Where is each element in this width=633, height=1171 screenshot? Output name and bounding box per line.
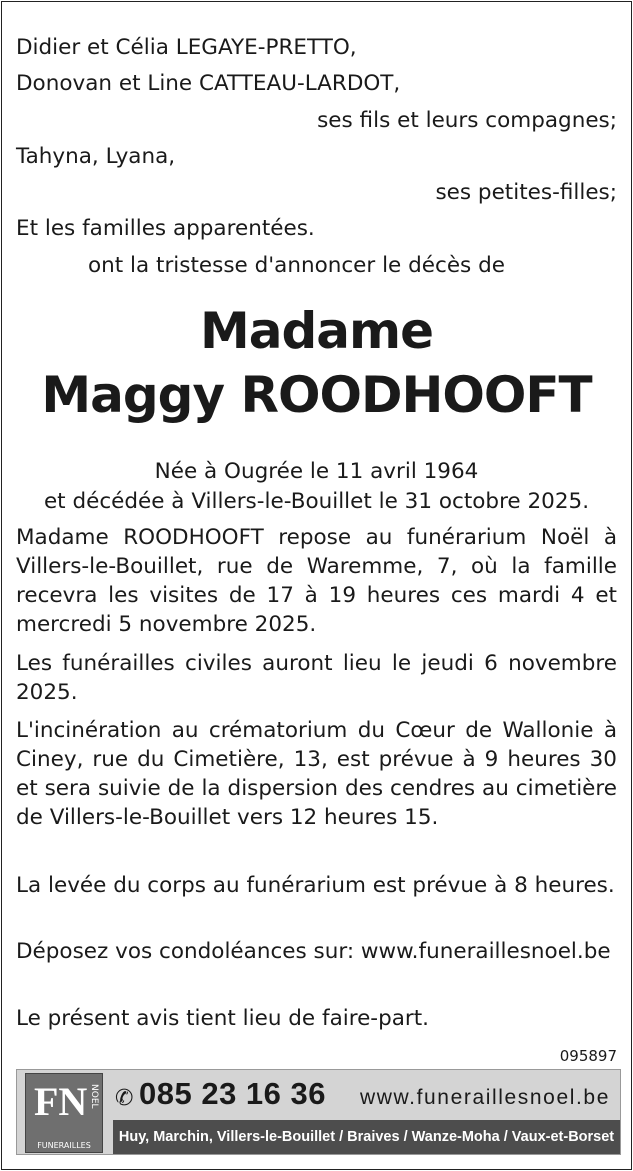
deceased-name: Maggy ROODHOOFT: [41, 366, 592, 424]
death-info: et décédée à Villers-le-Bouillet le 31 octobre 2025.: [43, 489, 590, 514]
phone-icon: ✆: [115, 1086, 134, 1111]
relation-sons: ses fils et leurs compagnes;: [317, 108, 617, 133]
birth-info: Née à Ougrée le 11 avril 1964: [154, 459, 479, 484]
logo-subtitle: FUNERAILLES: [37, 1141, 91, 1150]
paragraph-notice: Le présent avis tient lieu de faire-part.: [16, 1006, 429, 1031]
deceased-title: Madame: [199, 302, 434, 360]
announcer-line-4: Et les familles apparentées.: [16, 216, 315, 241]
paragraph-funeral: Les funérailles civiles auront lieu le jeudi 6 novembre 2025.: [16, 651, 617, 705]
announcer-line-1: Didier et Célia LEGAYE-PRETTO,: [16, 35, 357, 60]
relation-granddaughters: ses petites-filles;: [435, 180, 617, 205]
phone-number[interactable]: 085 23 16 36: [139, 1076, 327, 1111]
paragraph-cremation: L'incinération au crématorium du Cœur de Wallonie à Ciney, rue du Cimetière, 13, est prévue à 9 heures 30 et sera suivie de la dispersion des cendres au cimetière de Villers-le-Bouillet vers 12 heures 15.: [16, 718, 617, 830]
paragraph-departure: La levée du corps au funérarium est prévue à 8 heures.: [16, 873, 615, 898]
announcer-line-2: Donovan et Line CATTEAU-LARDOT,: [16, 71, 401, 96]
website-link[interactable]: www.funeraillesnoel.be: [360, 1086, 610, 1109]
funeral-home-logo: [25, 1073, 103, 1153]
funeral-home-banner: [16, 1069, 621, 1155]
reference-number: 095897: [559, 1047, 617, 1065]
locations-bar: Huy, Marchin, Villers-le-Bouillet / Braives / Wanze-Moha / Vaux-et-Borset: [113, 1120, 620, 1154]
paragraph-condolences: Déposez vos condoléances sur: www.funeraillesnoel.be: [16, 939, 611, 964]
logo-noel: NOEL: [89, 1084, 99, 1109]
announce-text: ont la tristesse d'annoncer le décès de: [88, 253, 505, 278]
logo-letters: FN: [34, 1079, 88, 1124]
paragraph-visitation: Madame ROODHOOFT repose au funérarium Noël à Villers-le-Bouillet, rue de Waremme, 7, où la famille recevra les visites de 17 à 19 heures ces mardi 4 et mercredi 5 novembre 2025.: [16, 525, 617, 637]
announcer-line-3: Tahyna, Lyana,: [16, 144, 176, 169]
